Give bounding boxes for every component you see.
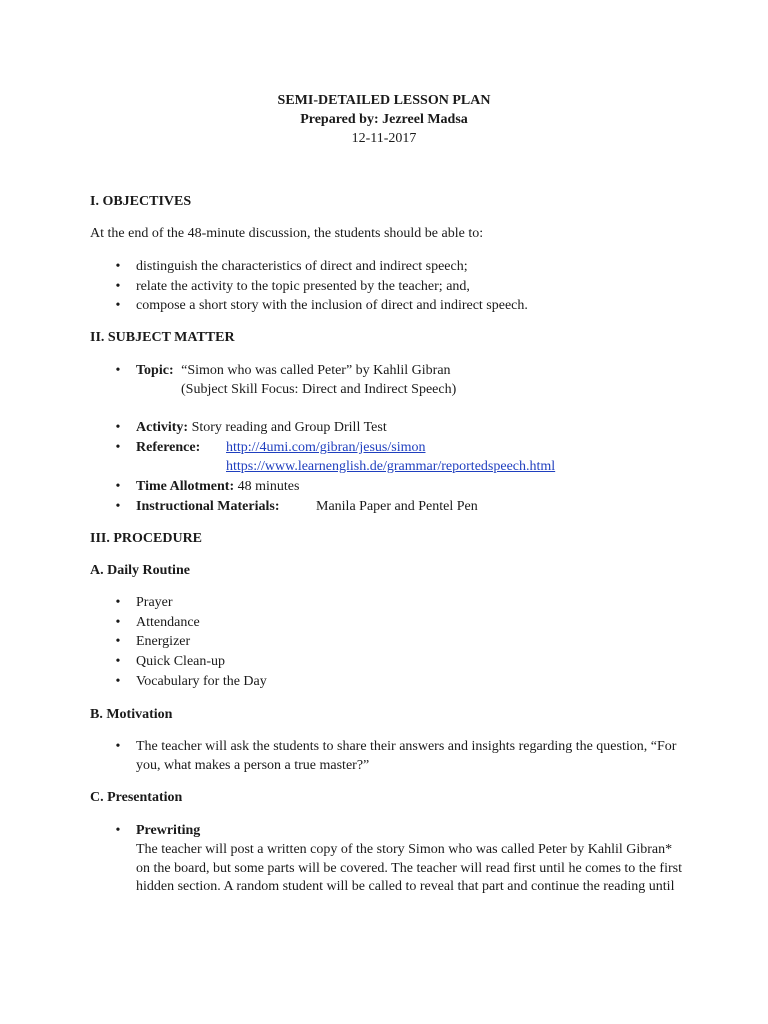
document-date: 12-11-2017 — [351, 131, 417, 146]
bullet: • — [115, 674, 121, 689]
topic-label: Topic: — [136, 363, 174, 378]
objective-item: relate the activity to the topic presented by the teacher; and, — [136, 279, 470, 294]
reference-label: Reference: — [136, 440, 201, 455]
bullet: • — [115, 739, 121, 754]
motivation-text: The teacher will ask the students to share their answers and insights regarding the question, “For — [136, 739, 677, 754]
materials-label: Instructional Materials: — [136, 499, 280, 514]
bullet: • — [115, 298, 121, 313]
routine-item: Vocabulary for the Day — [136, 674, 267, 689]
bullet: • — [115, 259, 121, 274]
activity-value: Story reading and Group Drill Test — [191, 420, 387, 435]
routine-item: Attendance — [136, 615, 200, 630]
bullet: • — [115, 420, 121, 435]
motivation-text: you, what makes a person a true master?” — [136, 758, 370, 773]
prewriting-text: hidden section. A random student will be called to reveal that part and continue the reading until — [136, 879, 675, 894]
bullet: • — [115, 479, 121, 494]
time-allotment-value: 48 minutes — [237, 479, 300, 494]
bullet: • — [115, 440, 121, 455]
bullet: • — [115, 823, 121, 838]
objective-item: distinguish the characteristics of direct and indirect speech; — [136, 259, 468, 274]
prewriting-text: The teacher will post a written copy of the story Simon who was called Peter by Kahlil Gibran* — [136, 842, 673, 857]
time-allotment-label: Time Allotment: — [136, 479, 235, 494]
bullet: • — [115, 595, 121, 610]
bullet: • — [115, 654, 121, 669]
reference-link[interactable]: http://4umi.com/gibran/jesus/simon — [226, 440, 426, 455]
procedure-heading: III. PROCEDURE — [90, 531, 203, 546]
bullet: • — [115, 279, 121, 294]
topic-subtext: (Subject Skill Focus: Direct and Indirect Speech) — [181, 382, 457, 397]
bullet: • — [115, 499, 121, 514]
presentation-heading: C. Presentation — [90, 790, 183, 805]
motivation-heading: B. Motivation — [90, 707, 173, 722]
bullet: • — [115, 634, 121, 649]
document-title: SEMI-DETAILED LESSON PLAN — [277, 93, 491, 108]
topic-value: “Simon who was called Peter” by Kahlil Gibran — [181, 363, 451, 378]
time-allotment-line — [136, 478, 299, 496]
routine-item: Quick Clean-up — [136, 654, 226, 669]
routine-item: Energizer — [136, 634, 191, 649]
activity-line — [136, 419, 387, 437]
subject-matter-heading: II. SUBJECT MATTER — [90, 330, 235, 345]
bullet: • — [115, 615, 121, 630]
prewriting-text: on the board, but some parts will be covered. The teacher will read first until he comes to the first — [136, 861, 682, 876]
topic-line — [136, 362, 451, 380]
routine-item: Prayer — [136, 595, 173, 610]
daily-routine-heading: A. Daily Routine — [90, 563, 190, 578]
materials-value: Manila Paper and Pentel Pen — [316, 499, 478, 514]
objectives-heading: I. OBJECTIVES — [90, 194, 192, 209]
objectives-intro: At the end of the 48-minute discussion, the students should be able to: — [90, 226, 484, 241]
prewriting-label: Prewriting — [136, 823, 201, 838]
prepared-by: Prepared by: Jezreel Madsa — [300, 112, 468, 127]
bullet: • — [115, 363, 121, 378]
activity-label: Activity: — [136, 420, 189, 435]
reference-link[interactable]: https://www.learnenglish.de/grammar/reportedspeech.html — [226, 459, 556, 474]
objective-item: compose a short story with the inclusion of direct and indirect speech. — [136, 298, 528, 313]
